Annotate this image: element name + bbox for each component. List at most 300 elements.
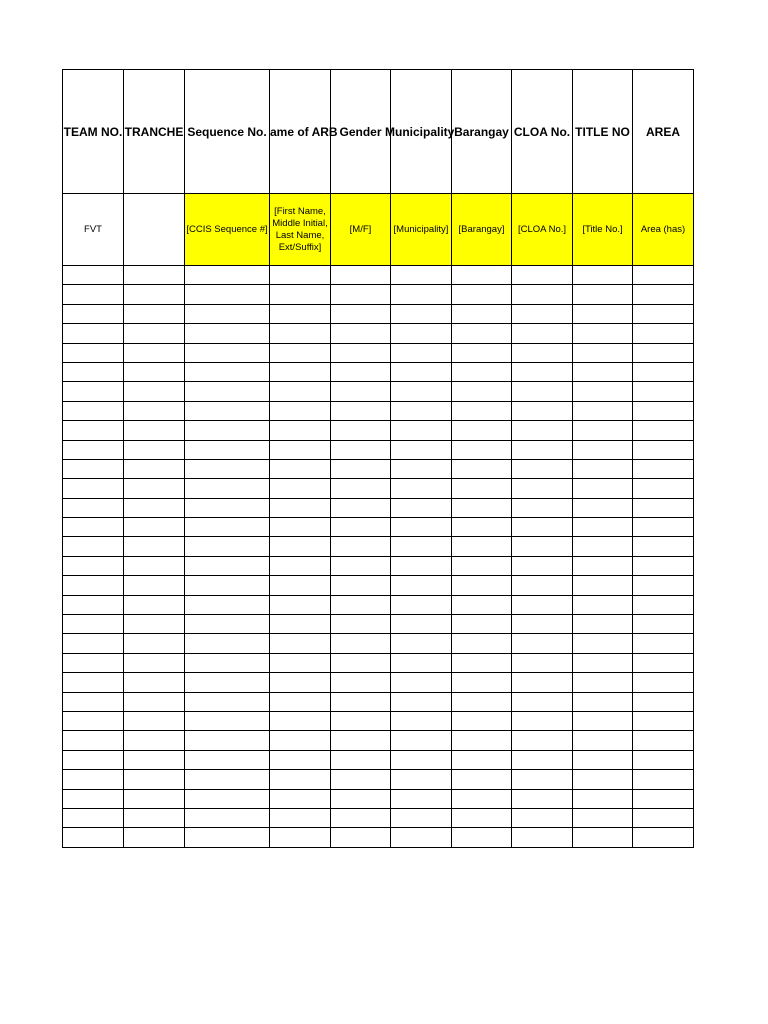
table-cell[interactable] [63,304,124,323]
header-tranche[interactable] [124,70,185,194]
table-cell[interactable] [270,808,331,827]
table-cell[interactable] [185,731,270,750]
table-cell[interactable] [124,789,185,808]
table-cell[interactable] [452,459,512,478]
table-cell[interactable] [633,595,694,614]
table-cell[interactable] [185,266,270,285]
table-cell[interactable] [331,537,391,556]
table-cell[interactable] [391,711,452,730]
table-cell[interactable] [391,692,452,711]
table-cell[interactable] [63,711,124,730]
table-cell[interactable] [270,518,331,537]
table-cell[interactable] [63,459,124,478]
table-cell[interactable] [124,304,185,323]
table-cell[interactable] [633,556,694,575]
guide-cell-title-no[interactable]: [Title No.] [573,194,633,266]
table-cell[interactable] [391,440,452,459]
table-cell[interactable] [331,518,391,537]
table-cell[interactable] [185,615,270,634]
table-cell[interactable] [270,266,331,285]
table-cell[interactable] [633,808,694,827]
guide-cell-sequence-no[interactable]: [CCIS Sequence #] [185,194,270,266]
table-cell[interactable] [391,556,452,575]
table-cell[interactable] [512,518,573,537]
table-cell[interactable] [573,673,633,692]
table-cell[interactable] [633,518,694,537]
table-cell[interactable] [331,343,391,362]
table-cell[interactable] [512,498,573,517]
table-cell[interactable] [270,576,331,595]
table-cell[interactable] [512,673,573,692]
table-cell[interactable] [512,362,573,381]
table-cell[interactable] [331,440,391,459]
table-cell[interactable] [391,808,452,827]
table-cell[interactable] [124,634,185,653]
table-cell[interactable] [573,692,633,711]
table-cell[interactable] [633,673,694,692]
table-cell[interactable] [573,421,633,440]
table-cell[interactable] [185,595,270,614]
header-name-of-arb[interactable] [270,70,338,194]
table-cell[interactable] [573,653,633,672]
table-cell[interactable] [512,401,573,420]
table-cell[interactable] [331,653,391,672]
table-cell[interactable] [270,479,331,498]
table-cell[interactable] [124,750,185,769]
table-cell[interactable] [573,789,633,808]
table-cell[interactable] [452,537,512,556]
table-cell[interactable] [124,459,185,478]
table-cell[interactable] [512,440,573,459]
table-cell[interactable] [633,362,694,381]
table-cell[interactable] [331,711,391,730]
table-cell[interactable] [633,421,694,440]
table-cell[interactable] [633,634,694,653]
table-cell[interactable] [124,556,185,575]
table-cell[interactable] [633,711,694,730]
table-cell[interactable] [185,479,270,498]
table-cell[interactable] [331,556,391,575]
guide-cell-cloa-no[interactable]: [CLOA No.] [512,194,573,266]
table-cell[interactable] [124,421,185,440]
table-cell[interactable] [512,459,573,478]
table-cell[interactable] [452,343,512,362]
table-cell[interactable] [63,285,124,304]
table-cell[interactable] [63,789,124,808]
table-cell[interactable] [391,401,452,420]
table-cell[interactable] [452,266,512,285]
table-cell[interactable] [391,750,452,769]
table-cell[interactable] [512,537,573,556]
table-cell[interactable] [270,750,331,769]
table-cell[interactable] [331,285,391,304]
table-cell[interactable] [270,673,331,692]
table-cell[interactable] [63,673,124,692]
table-cell[interactable] [391,789,452,808]
table-cell[interactable] [63,808,124,827]
header-cloa-no[interactable] [512,70,573,194]
table-cell[interactable] [63,556,124,575]
table-cell[interactable] [512,576,573,595]
table-cell[interactable] [185,808,270,827]
table-cell[interactable] [63,324,124,343]
table-cell[interactable] [573,304,633,323]
table-cell[interactable] [270,343,331,362]
table-cell[interactable] [63,518,124,537]
table-cell[interactable] [185,653,270,672]
table-cell[interactable] [270,459,331,478]
table-cell[interactable] [512,595,573,614]
guide-cell-area[interactable]: Area (has) [633,194,694,266]
table-cell[interactable] [452,653,512,672]
table-cell[interactable] [512,615,573,634]
table-cell[interactable] [124,382,185,401]
table-cell[interactable] [185,459,270,478]
table-cell[interactable] [391,343,452,362]
table-cell[interactable] [331,750,391,769]
table-cell[interactable] [331,459,391,478]
table-cell[interactable] [512,382,573,401]
table-cell[interactable] [573,770,633,789]
table-cell[interactable] [124,285,185,304]
guide-cell-barangay[interactable]: [Barangay] [452,194,512,266]
table-cell[interactable] [452,615,512,634]
table-cell[interactable] [185,401,270,420]
table-cell[interactable] [391,673,452,692]
table-cell[interactable] [452,711,512,730]
table-cell[interactable] [124,343,185,362]
table-cell[interactable] [270,711,331,730]
table-cell[interactable] [452,498,512,517]
table-cell[interactable] [63,692,124,711]
table-cell[interactable] [512,343,573,362]
table-cell[interactable] [185,828,270,847]
table-cell[interactable] [633,770,694,789]
table-cell[interactable] [63,362,124,381]
table-cell[interactable] [391,498,452,517]
table-cell[interactable] [452,285,512,304]
table-cell[interactable] [633,304,694,323]
table-cell[interactable] [185,634,270,653]
table-cell[interactable] [63,828,124,847]
table-cell[interactable] [331,324,391,343]
table-cell[interactable] [573,808,633,827]
table-cell[interactable] [270,556,331,575]
table-cell[interactable] [270,382,331,401]
header-sequence-no[interactable] [185,70,270,194]
table-cell[interactable] [124,673,185,692]
table-cell[interactable] [452,750,512,769]
header-gender[interactable] [331,70,391,194]
table-cell[interactable] [452,808,512,827]
table-cell[interactable] [124,711,185,730]
table-cell[interactable] [452,324,512,343]
table-cell[interactable] [185,285,270,304]
table-cell[interactable] [452,692,512,711]
table-cell[interactable] [573,828,633,847]
table-cell[interactable] [452,595,512,614]
header-area[interactable] [633,70,694,194]
table-cell[interactable] [63,537,124,556]
table-cell[interactable] [124,653,185,672]
table-cell[interactable] [124,770,185,789]
table-cell[interactable] [124,518,185,537]
table-cell[interactable] [124,576,185,595]
table-cell[interactable] [63,479,124,498]
table-cell[interactable] [512,808,573,827]
table-cell[interactable] [573,498,633,517]
table-cell[interactable] [270,362,331,381]
table-cell[interactable] [633,537,694,556]
table-cell[interactable] [391,576,452,595]
table-cell[interactable] [573,634,633,653]
table-cell[interactable] [573,576,633,595]
table-cell[interactable] [512,731,573,750]
table-cell[interactable] [63,498,124,517]
table-cell[interactable] [63,634,124,653]
table-cell[interactable] [391,285,452,304]
table-cell[interactable] [331,634,391,653]
table-cell[interactable] [270,498,331,517]
table-cell[interactable] [124,324,185,343]
table-cell[interactable] [124,595,185,614]
header-title-no[interactable] [573,70,633,194]
table-cell[interactable] [331,382,391,401]
table-cell[interactable] [270,789,331,808]
table-cell[interactable] [185,440,270,459]
table-cell[interactable] [391,324,452,343]
table-cell[interactable] [185,304,270,323]
table-cell[interactable] [124,537,185,556]
guide-cell-team-no[interactable]: FVT [63,194,124,266]
table-cell[interactable] [270,653,331,672]
table-cell[interactable] [63,421,124,440]
table-cell[interactable] [391,770,452,789]
table-cell[interactable] [391,634,452,653]
table-cell[interactable] [573,518,633,537]
table-cell[interactable] [331,401,391,420]
table-cell[interactable] [270,828,331,847]
table-cell[interactable] [185,692,270,711]
table-cell[interactable] [63,440,124,459]
table-cell[interactable] [124,808,185,827]
table-cell[interactable] [270,595,331,614]
table-cell[interactable] [391,459,452,478]
table-cell[interactable] [185,711,270,730]
table-cell[interactable] [391,595,452,614]
header-barangay[interactable] [452,70,512,194]
table-cell[interactable] [270,615,331,634]
table-cell[interactable] [573,556,633,575]
table-cell[interactable] [452,576,512,595]
table-cell[interactable] [633,382,694,401]
table-cell[interactable] [573,711,633,730]
table-cell[interactable] [452,673,512,692]
table-cell[interactable] [270,692,331,711]
table-cell[interactable] [391,828,452,847]
table-cell[interactable] [573,615,633,634]
table-cell[interactable] [391,304,452,323]
table-cell[interactable] [391,362,452,381]
table-cell[interactable] [512,770,573,789]
table-cell[interactable] [512,692,573,711]
table-cell[interactable] [331,266,391,285]
guide-cell-name-of-arb[interactable]: [First Name, Middle Initial, Last Name, Ext/Suffix] [270,194,331,266]
table-cell[interactable] [331,595,391,614]
guide-cell-municipality[interactable]: [Municipality] [391,194,452,266]
table-cell[interactable] [331,731,391,750]
guide-cell-gender[interactable]: [M/F] [331,194,391,266]
table-cell[interactable] [185,556,270,575]
guide-cell-tranche[interactable] [124,194,185,266]
table-cell[interactable] [573,362,633,381]
table-cell[interactable] [124,440,185,459]
table-cell[interactable] [124,731,185,750]
table-cell[interactable] [331,808,391,827]
table-cell[interactable] [331,692,391,711]
table-cell[interactable] [331,304,391,323]
table-cell[interactable] [63,595,124,614]
table-cell[interactable] [391,266,452,285]
table-cell[interactable] [185,382,270,401]
table-cell[interactable] [185,498,270,517]
table-cell[interactable] [391,479,452,498]
table-cell[interactable] [185,789,270,808]
table-cell[interactable] [573,750,633,769]
table-cell[interactable] [633,789,694,808]
table-cell[interactable] [270,304,331,323]
table-cell[interactable] [573,343,633,362]
table-cell[interactable] [633,343,694,362]
table-cell[interactable] [452,440,512,459]
table-cell[interactable] [391,518,452,537]
table-cell[interactable] [512,304,573,323]
table-cell[interactable] [573,285,633,304]
table-cell[interactable] [331,615,391,634]
table-cell[interactable] [391,382,452,401]
table-cell[interactable] [633,440,694,459]
table-cell[interactable] [512,789,573,808]
table-cell[interactable] [512,653,573,672]
header-team-no[interactable] [63,70,124,194]
table-cell[interactable] [63,615,124,634]
table-cell[interactable] [185,770,270,789]
table-cell[interactable] [270,537,331,556]
table-cell[interactable] [63,731,124,750]
table-cell[interactable] [391,615,452,634]
table-cell[interactable] [512,421,573,440]
table-cell[interactable] [452,304,512,323]
table-cell[interactable] [633,266,694,285]
table-cell[interactable] [185,518,270,537]
table-cell[interactable] [633,692,694,711]
table-cell[interactable] [633,576,694,595]
table-cell[interactable] [452,634,512,653]
table-cell[interactable] [512,828,573,847]
table-cell[interactable] [63,750,124,769]
table-cell[interactable] [452,789,512,808]
table-cell[interactable] [512,750,573,769]
table-cell[interactable] [124,828,185,847]
table-cell[interactable] [573,595,633,614]
table-cell[interactable] [391,731,452,750]
table-cell[interactable] [63,401,124,420]
table-cell[interactable] [633,498,694,517]
table-cell[interactable] [573,324,633,343]
table-cell[interactable] [512,266,573,285]
table-cell[interactable] [63,653,124,672]
table-cell[interactable] [452,479,512,498]
table-cell[interactable] [270,731,331,750]
table-cell[interactable] [633,615,694,634]
table-cell[interactable] [512,479,573,498]
table-cell[interactable] [270,634,331,653]
table-cell[interactable] [331,770,391,789]
table-cell[interactable] [185,673,270,692]
table-cell[interactable] [185,343,270,362]
table-cell[interactable] [185,324,270,343]
table-cell[interactable] [331,789,391,808]
table-cell[interactable] [573,731,633,750]
table-cell[interactable] [331,673,391,692]
table-cell[interactable] [633,731,694,750]
table-cell[interactable] [391,653,452,672]
header-municipality[interactable] [385,70,455,194]
table-cell[interactable] [124,266,185,285]
table-cell[interactable] [124,498,185,517]
table-cell[interactable] [573,266,633,285]
table-cell[interactable] [270,324,331,343]
table-cell[interactable] [452,518,512,537]
table-cell[interactable] [270,421,331,440]
table-cell[interactable] [633,285,694,304]
table-cell[interactable] [270,440,331,459]
table-cell[interactable] [124,362,185,381]
table-cell[interactable] [331,828,391,847]
table-cell[interactable] [452,770,512,789]
table-cell[interactable] [633,401,694,420]
table-cell[interactable] [452,421,512,440]
table-cell[interactable] [331,498,391,517]
table-cell[interactable] [573,382,633,401]
table-cell[interactable] [573,401,633,420]
table-cell[interactable] [573,479,633,498]
table-cell[interactable] [270,401,331,420]
table-cell[interactable] [185,421,270,440]
table-cell[interactable] [270,285,331,304]
table-cell[interactable] [331,479,391,498]
table-cell[interactable] [633,459,694,478]
table-cell[interactable] [452,556,512,575]
table-cell[interactable] [185,750,270,769]
table-cell[interactable] [512,285,573,304]
table-cell[interactable] [185,576,270,595]
table-cell[interactable] [124,401,185,420]
table-cell[interactable] [452,828,512,847]
table-cell[interactable] [633,750,694,769]
table-cell[interactable] [63,266,124,285]
table-cell[interactable] [63,770,124,789]
table-cell[interactable] [573,537,633,556]
table-cell[interactable] [331,421,391,440]
table-cell[interactable] [452,382,512,401]
table-cell[interactable] [63,576,124,595]
table-cell[interactable] [633,479,694,498]
table-cell[interactable] [452,401,512,420]
table-cell[interactable] [63,382,124,401]
table-cell[interactable] [124,479,185,498]
table-cell[interactable] [124,692,185,711]
